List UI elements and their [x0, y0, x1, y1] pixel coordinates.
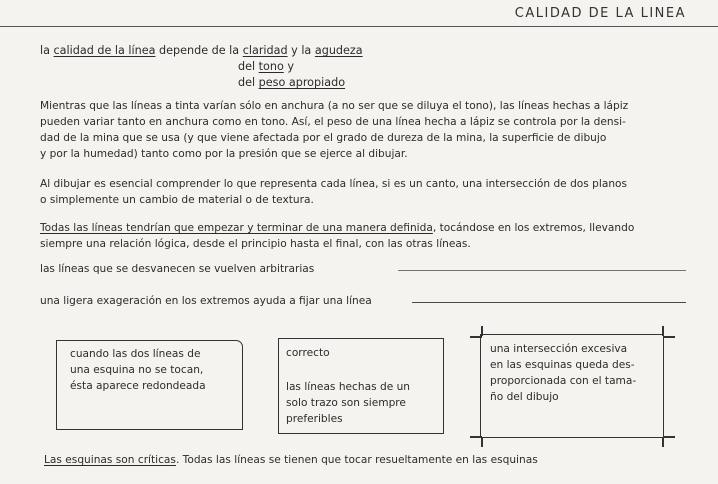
corner-overshoot-tl-h [470, 336, 482, 338]
exaggerated-line-sample [412, 302, 686, 303]
rounded-box-line-2: una esquina no se tocan, [70, 364, 204, 376]
rounded-box-line-3: ésta aparece redondeada [70, 380, 206, 392]
paragraph-1-line-1: Mientras que las líneas a tinta varían sólo en anchura (a no ser que se diluya el tono), las líneas hechas a lápiz [40, 100, 629, 112]
footer-line [44, 453, 538, 468]
page-title: CALIDAD DE LA LINEA [514, 6, 686, 21]
intro-text: y [283, 60, 295, 73]
corner-overshoot-bl-v [481, 437, 483, 447]
rule-statement: Todas las líneas tendrían que empezar y terminar de una manera definida [40, 222, 433, 234]
term-sharpness: agudeza [314, 44, 363, 57]
intro-text: y la [287, 44, 315, 57]
corner-overshoot-tr-h [663, 336, 675, 338]
paragraph-1-line-4: y por la humedad) tanto como por la presión que se ejerce al dibujar. [40, 148, 408, 160]
corner-overshoot-tr-v [662, 326, 664, 336]
header-rule [0, 26, 718, 27]
fading-lines-caption: las líneas que se desvanecen se vuelven arbitrarias [40, 263, 315, 275]
term-clarity: claridad [242, 44, 288, 57]
paragraph-2-line-2: o simplemente un cambio de material o de textura. [40, 194, 314, 206]
correct-box-line-1: las líneas hechas de un [286, 381, 411, 393]
paragraph-1-line-3: dad de la mina que se usa (y que viene afectada por el grado de dureza de la mina, la superficie de dibujo [40, 132, 607, 144]
intro-line-2 [238, 59, 294, 74]
excessive-box-line-2: en las esquinas queda des- [490, 359, 635, 371]
term-tone: tono [258, 60, 284, 73]
intro-line-1 [40, 43, 363, 58]
intro-line-3 [238, 75, 345, 90]
intro-text: depende de la [155, 44, 243, 57]
paragraph-2-line-1: Al dibujar es esencial comprender lo que representa cada línea, si es un canto, una intersección de dos planos [40, 178, 628, 190]
corner-overshoot-tl-v [481, 326, 483, 336]
footer-text: . Todas las líneas se tienen que tocar resueltamente en las esquinas [175, 454, 538, 466]
correct-box-line-3: preferibles [286, 413, 343, 425]
fading-line-sample [398, 270, 686, 271]
corner-overshoot-br-v [662, 437, 664, 447]
excessive-box-line-1: una intersección excesiva [490, 343, 628, 355]
exaggeration-caption: una ligera exageración en los extremos ayuda a fijar una línea [40, 295, 372, 307]
term-weight: peso apropiado [258, 76, 346, 89]
intro-text: del [238, 60, 259, 73]
paragraph-3-line-1 [40, 221, 634, 236]
excessive-box-line-3: proporcionada con el tama- [490, 375, 637, 387]
intro-text: del [238, 76, 259, 89]
paragraph-3-line-2: siempre una relación lógica, desde el principio hasta el final, con las otras líneas. [40, 238, 471, 250]
excessive-box-line-4: ño del dibujo [490, 391, 559, 403]
correct-label: correcto [286, 347, 330, 359]
paragraph-1-line-2: pueden variar tanto en anchura como en tono. Así, el peso de una línea hecha a lápiz se controla por la densi- [40, 116, 626, 128]
corners-critical: Las esquinas son críticas [44, 454, 176, 466]
rounded-box-line-1: cuando las dos líneas de [70, 348, 201, 360]
correct-box-line-2: solo trazo son siempre [286, 397, 406, 409]
paragraph-3-text: , tocándose en los extremos, llevando [432, 222, 635, 234]
term-line-quality: calidad de la línea [53, 44, 156, 57]
intro-text: la [40, 44, 54, 57]
corner-overshoot-br-h [663, 436, 675, 438]
